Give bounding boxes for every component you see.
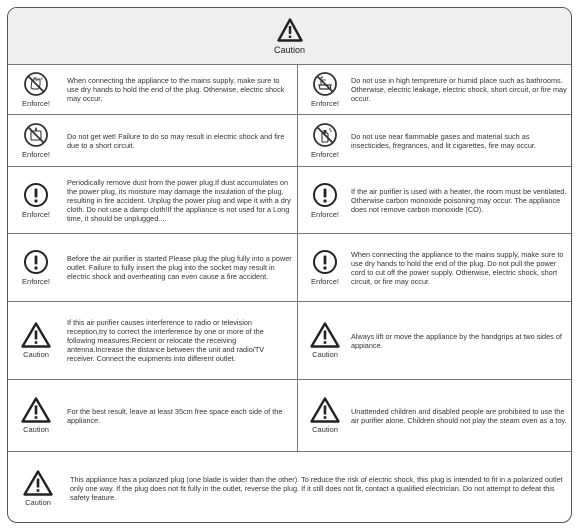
- caution-label: Caution: [25, 497, 51, 507]
- caution-text: Always lift or move the appliance by the handgrips at two sides of appiance.: [351, 331, 562, 350]
- caution-text: Do not get wet! Failure to do so may result in electric shock and fire due to a short circuit.: [67, 131, 285, 150]
- exclamation-icon: [312, 249, 338, 275]
- caution-row-bottom: [8, 452, 571, 523]
- exclamation-icon: [23, 182, 49, 208]
- warning-triangle-icon: [23, 470, 53, 496]
- warning-triangle-icon: [310, 322, 340, 348]
- caution-cell: [8, 302, 298, 379]
- exclamation-icon: [23, 249, 49, 275]
- caution-cell: [298, 65, 571, 114]
- caution-text: When connecting the appliance to the mains supply, make sure to use dry hands to hold the end of the plug. Otherwise, electric shock may occur.: [67, 76, 285, 103]
- no-spray-icon: [312, 122, 338, 148]
- caution-cell: [8, 452, 571, 523]
- caution-text: This appliance has a polarized plug (one blade is wider than the other). To reduce the risk of electric shock, this plug is intended to fit in a polarized outlet only one way. If the plug does not fit fully in the outlet, reverse the plug. If it still does not fit, contact a qualified electrician. Do not attempt to defeat this safety feature.: [70, 474, 563, 502]
- caution-cell: [298, 115, 571, 166]
- caution-cell: [298, 234, 571, 301]
- caution-text: Before the air purifier is started Please plug the plug fully into a power outlet. Failure to fully insert the plug into the socket may result in electric shock and overheating can even cause a fire accident.: [67, 254, 292, 281]
- caution-text: Do not use near flammable gases and material such as insecticides, fregrances, and lit cigarettes, fire may occur.: [351, 131, 536, 150]
- caution-row-5: [8, 302, 571, 380]
- caution-cell: [8, 115, 298, 166]
- caution-cell: [298, 380, 571, 451]
- enforce-label: Enforce!: [22, 277, 50, 287]
- caution-text: If the air purifier is used with a heater, the room must be ventilated. Otherwise carbon monoxide poisoning may occur. The appliance does not remove carbon monoxide (CO).: [351, 186, 567, 214]
- no-wet-hands-icon: [23, 71, 49, 97]
- exclamation-icon: [312, 182, 338, 208]
- caution-text: For the best result, leave at least 35cm free space each side of the appliance.: [67, 406, 283, 425]
- caution-row-2: [8, 115, 571, 167]
- caution-row-6: [8, 380, 571, 452]
- no-wet-icon: [23, 122, 49, 148]
- no-bathroom-icon: [312, 71, 338, 97]
- caution-label: Caution: [23, 350, 49, 360]
- caution-row-4: [8, 234, 571, 302]
- enforce-label: Enforce!: [22, 209, 50, 219]
- caution-cell: [298, 167, 571, 233]
- caution-row-1: [8, 65, 571, 115]
- warning-triangle-icon: [277, 18, 303, 42]
- enforce-label: Enforce!: [311, 277, 339, 287]
- caution-row-3: [8, 167, 571, 234]
- enforce-label: Enforce!: [22, 150, 50, 160]
- caution-label: Caution: [23, 425, 49, 435]
- warning-triangle-icon: [310, 397, 340, 423]
- caution-text: Periodically remove dust from the power plug.If dust accumulates on the power plug, its moisture may damage the insulation of the plug, resulting in fire accident. Unplug the power plug and wipe it with a dry cloth. Do not use a damp cloth!If the appliance is not used for a Long time, it should be unplugged....: [67, 177, 291, 223]
- caution-text: Unattended children and disabled people are prohibited to use the air purifier alone. Children should not play the steam oven as a toy.: [351, 406, 567, 425]
- enforce-label: Enforce!: [311, 209, 339, 219]
- caution-cell: [8, 65, 298, 114]
- warning-triangle-icon: [21, 322, 51, 348]
- caution-label: Caution: [312, 425, 338, 435]
- caution-text: Do not use in high tempreture or humid place such as bathrooms. Otherwise, electric leakage, electric shock, short circuit, or fire may occur.: [351, 76, 567, 103]
- caution-text: If this air purifier causes interference to radio or television reception,try to correct the interference by one or more of the following measures:Recient or relocate the receiving antenna.Increase the distance between the unit and radio/TV receiver. Connect the euipments into different outlet.: [67, 318, 265, 363]
- warning-triangle-icon: [21, 397, 51, 423]
- caution-header: [8, 8, 571, 65]
- caution-cell: [8, 234, 298, 301]
- enforce-label: Enforce!: [311, 99, 339, 109]
- caution-cell: [8, 167, 298, 233]
- caution-cell: [8, 380, 298, 451]
- enforce-label: Enforce!: [22, 99, 50, 109]
- caution-sheet: [7, 7, 572, 523]
- caution-text: When connecting the appliance to the mains supply, make sure to use dry hands to hold the end of the plug. Do not pull the power cord to cut off the power supply. Otherwise, electric shock, short circuit, or fire may occur.: [351, 249, 564, 286]
- caution-cell: [298, 302, 571, 379]
- caution-title: Caution: [273, 44, 306, 55]
- enforce-label: Enforce!: [311, 150, 339, 160]
- caution-label: Caution: [312, 350, 338, 360]
